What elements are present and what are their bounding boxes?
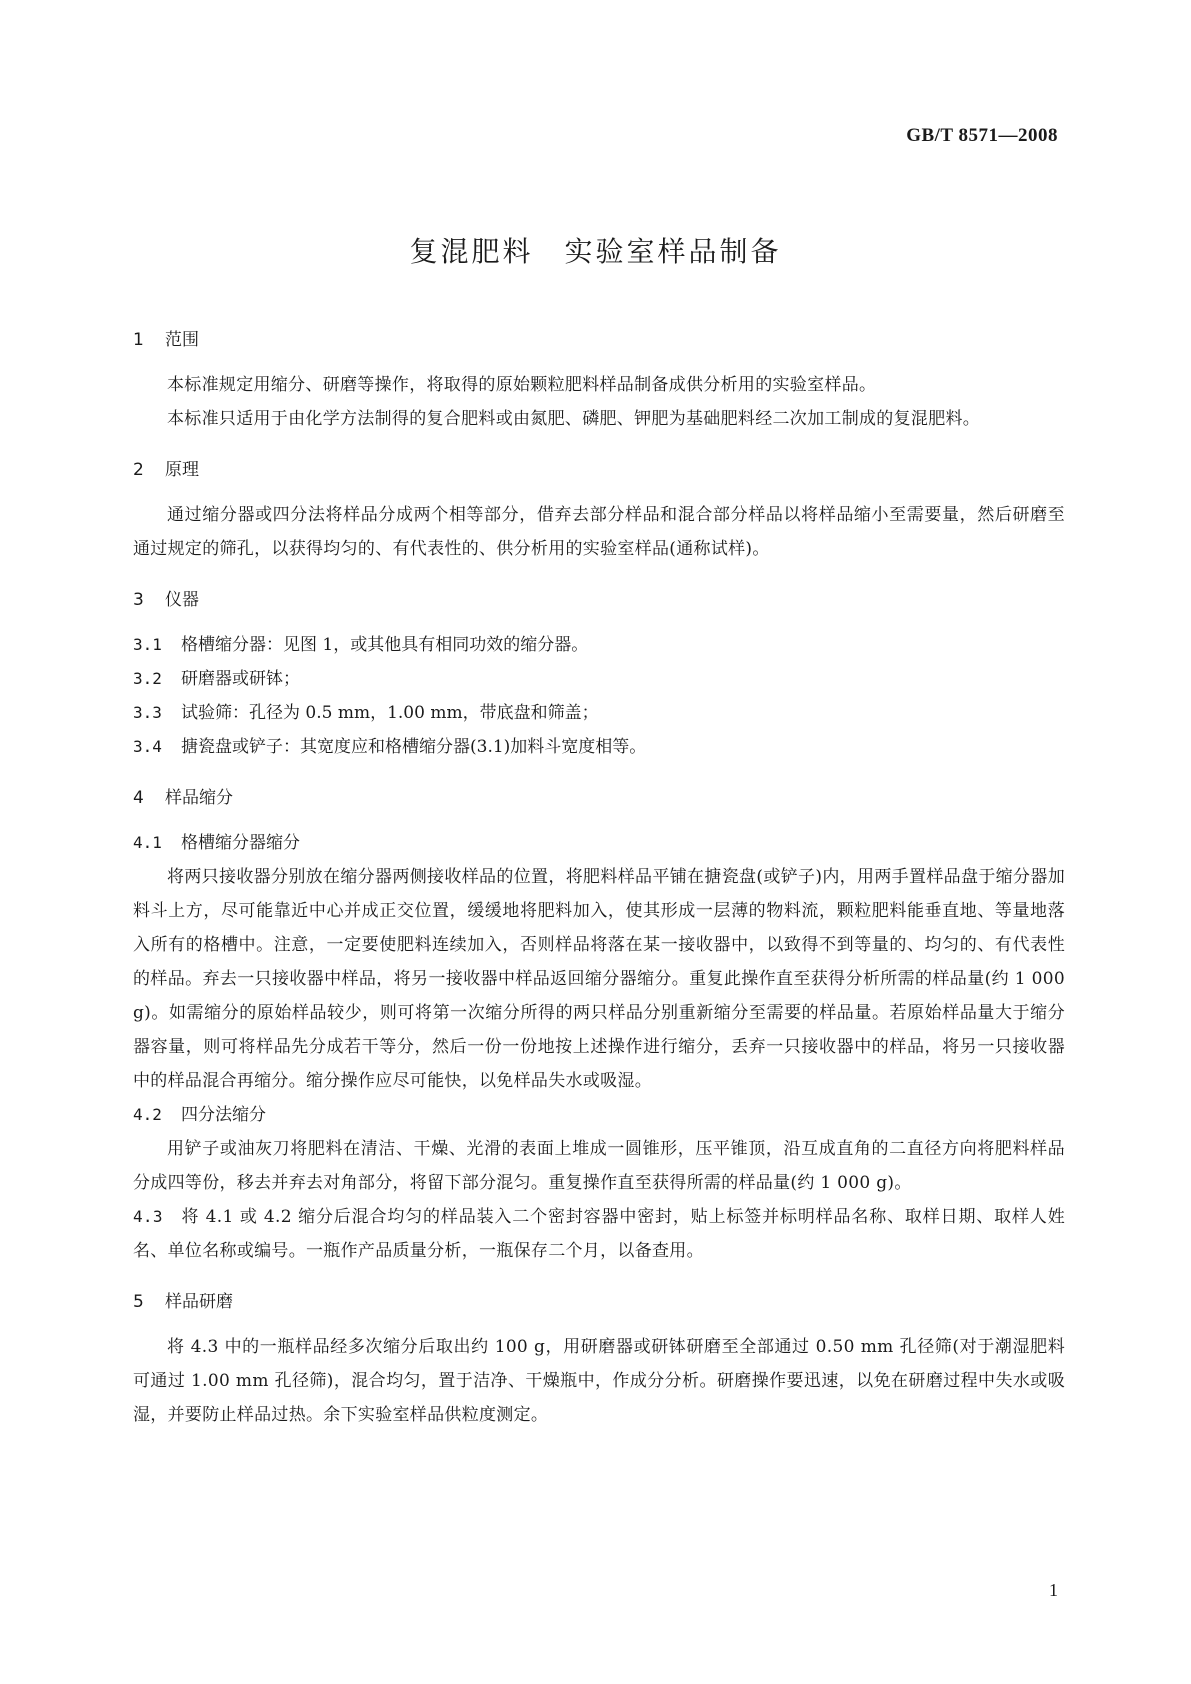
subsection-title: 四分法缩分 (181, 1105, 266, 1125)
section-heading-5 (133, 1282, 1065, 1322)
item-number: 3.2 (133, 669, 162, 688)
subsection-number: 4.3 (133, 1207, 163, 1226)
paragraph: 用铲子或油灰刀将肥料在清洁、干燥、光滑的表面上堆成一圆锥形，压平锥顶，沿互成直角的二直径方向将肥料样品分成四等份，移去并弃去对角部分，将留下部分混匀。重复操作直至获得所需的样品量(约 1 000 g)。 (133, 1139, 1065, 1193)
subsection-number: 4.1 (133, 833, 162, 852)
document-title: 复混肥料 实验室样品制备 (409, 235, 782, 268)
section-title: 仪器 (165, 590, 199, 610)
item-text: 格槽缩分器：见图 1，或其他具有相同功效的缩分器。 (181, 635, 589, 655)
section-title: 原理 (165, 460, 199, 480)
subsection-title: 格槽缩分器缩分 (181, 833, 300, 853)
paragraph: 本标准规定用缩分、研磨等操作，将取得的原始颗粒肥料样品制备成供分析用的实验室样品。 (167, 375, 877, 395)
section-number: 1 (133, 330, 144, 350)
list-item (133, 696, 1065, 730)
section-title: 样品缩分 (165, 788, 233, 808)
item-text: 试验筛：孔径为 0.5 mm，1.00 mm，带底盘和筛盖； (181, 703, 599, 723)
item-text: 研磨器或研钵； (181, 669, 300, 689)
section-title: 样品研磨 (165, 1292, 233, 1312)
paragraph: 本标准只适用于由化学方法制得的复合肥料或由氮肥、磷肥、钾肥为基础肥料经二次加工制成的复混肥料。 (167, 409, 981, 429)
document-body (133, 320, 1065, 1432)
list-item (133, 662, 1065, 696)
subsection-heading-4-1 (133, 826, 1065, 860)
section-number: 2 (133, 460, 144, 480)
paragraph: 通过缩分器或四分法将样品分成两个相等部分，借弃去部分样品和混合部分样品以将样品缩小至需要量，然后研磨至通过规定的筛孔，以获得均匀的、有代表性的、供分析用的实验室样品(通称试样)。 (133, 505, 1065, 559)
section-number: 4 (133, 788, 144, 808)
paragraph: 将 4.3 中的一瓶样品经多次缩分后取出约 100 g，用研磨器或研钵研磨至全部通过 0.50 mm 孔径筛(对于潮湿肥料可通过 1.00 mm 孔径筛)，混合均匀，置于洁净、干燥瓶中，作成分分析。研磨操作要迅速，以免在研磨过程中失水或吸湿，并要防止样品过热。余下实验室样品供粒度测定。 (133, 1337, 1065, 1425)
subsection-number: 4.2 (133, 1105, 162, 1124)
list-item (133, 730, 1065, 764)
item-number: 3.3 (133, 703, 162, 722)
item-number: 3.1 (133, 635, 162, 654)
section-heading-4 (133, 778, 1065, 818)
section-heading-1 (133, 320, 1065, 360)
standard-code: GB/T 8571—2008 (906, 125, 1058, 146)
subsection-text: 将 4.1 或 4.2 缩分后混合均匀的样品装入二个密封容器中密封，贴上标签并标明样品名称、取样日期、取样人姓名、单位名称或编号。一瓶作产品质量分析，一瓶保存二个月，以备查用。 (133, 1207, 1065, 1261)
section-number: 3 (133, 590, 144, 610)
section-number: 5 (133, 1292, 144, 1312)
section-title: 范围 (165, 330, 199, 350)
paragraph: 将两只接收器分别放在缩分器两侧接收样品的位置，将肥料样品平铺在搪瓷盘(或铲子)内，用两手置样品盘于缩分器加料斗上方，尽可能靠近中心并成正交位置，缓缓地将肥料加入，使其形成一层薄的物料流，颗粒肥料能垂直地、等量地落入所有的格槽中。注意，一定要使肥料连续加入，否则样品将落在某一接收器中，以致得不到等量的、均匀的、有代表性的样品。弃去一只接收器中样品，将另一接收器中样品返回缩分器缩分。重复此操作直至获得分析所需的样品量(约 1 000 g)。如需缩分的原始样品较少，则可将第一次缩分所得的两只样品分别重新缩分至需要的样品量。若原始样品量大于缩分器容量，则可将样品先分成若干等分，然后一份一份地按上述操作进行缩分，丢弃一只接收器中的样品，将另一只接收器中的样品混合再缩分。缩分操作应尽可能快，以免样品失水或吸湿。 (133, 867, 1065, 1091)
item-number: 3.4 (133, 737, 162, 756)
list-item (133, 628, 1065, 662)
item-text: 搪瓷盘或铲子：其宽度应和格槽缩分器(3.1)加料斗宽度相等。 (181, 737, 647, 757)
section-heading-2 (133, 450, 1065, 490)
subsection-4-3 (133, 1200, 1065, 1268)
subsection-heading-4-2 (133, 1098, 1065, 1132)
page-number: 1 (1049, 1580, 1058, 1600)
section-heading-3 (133, 580, 1065, 620)
